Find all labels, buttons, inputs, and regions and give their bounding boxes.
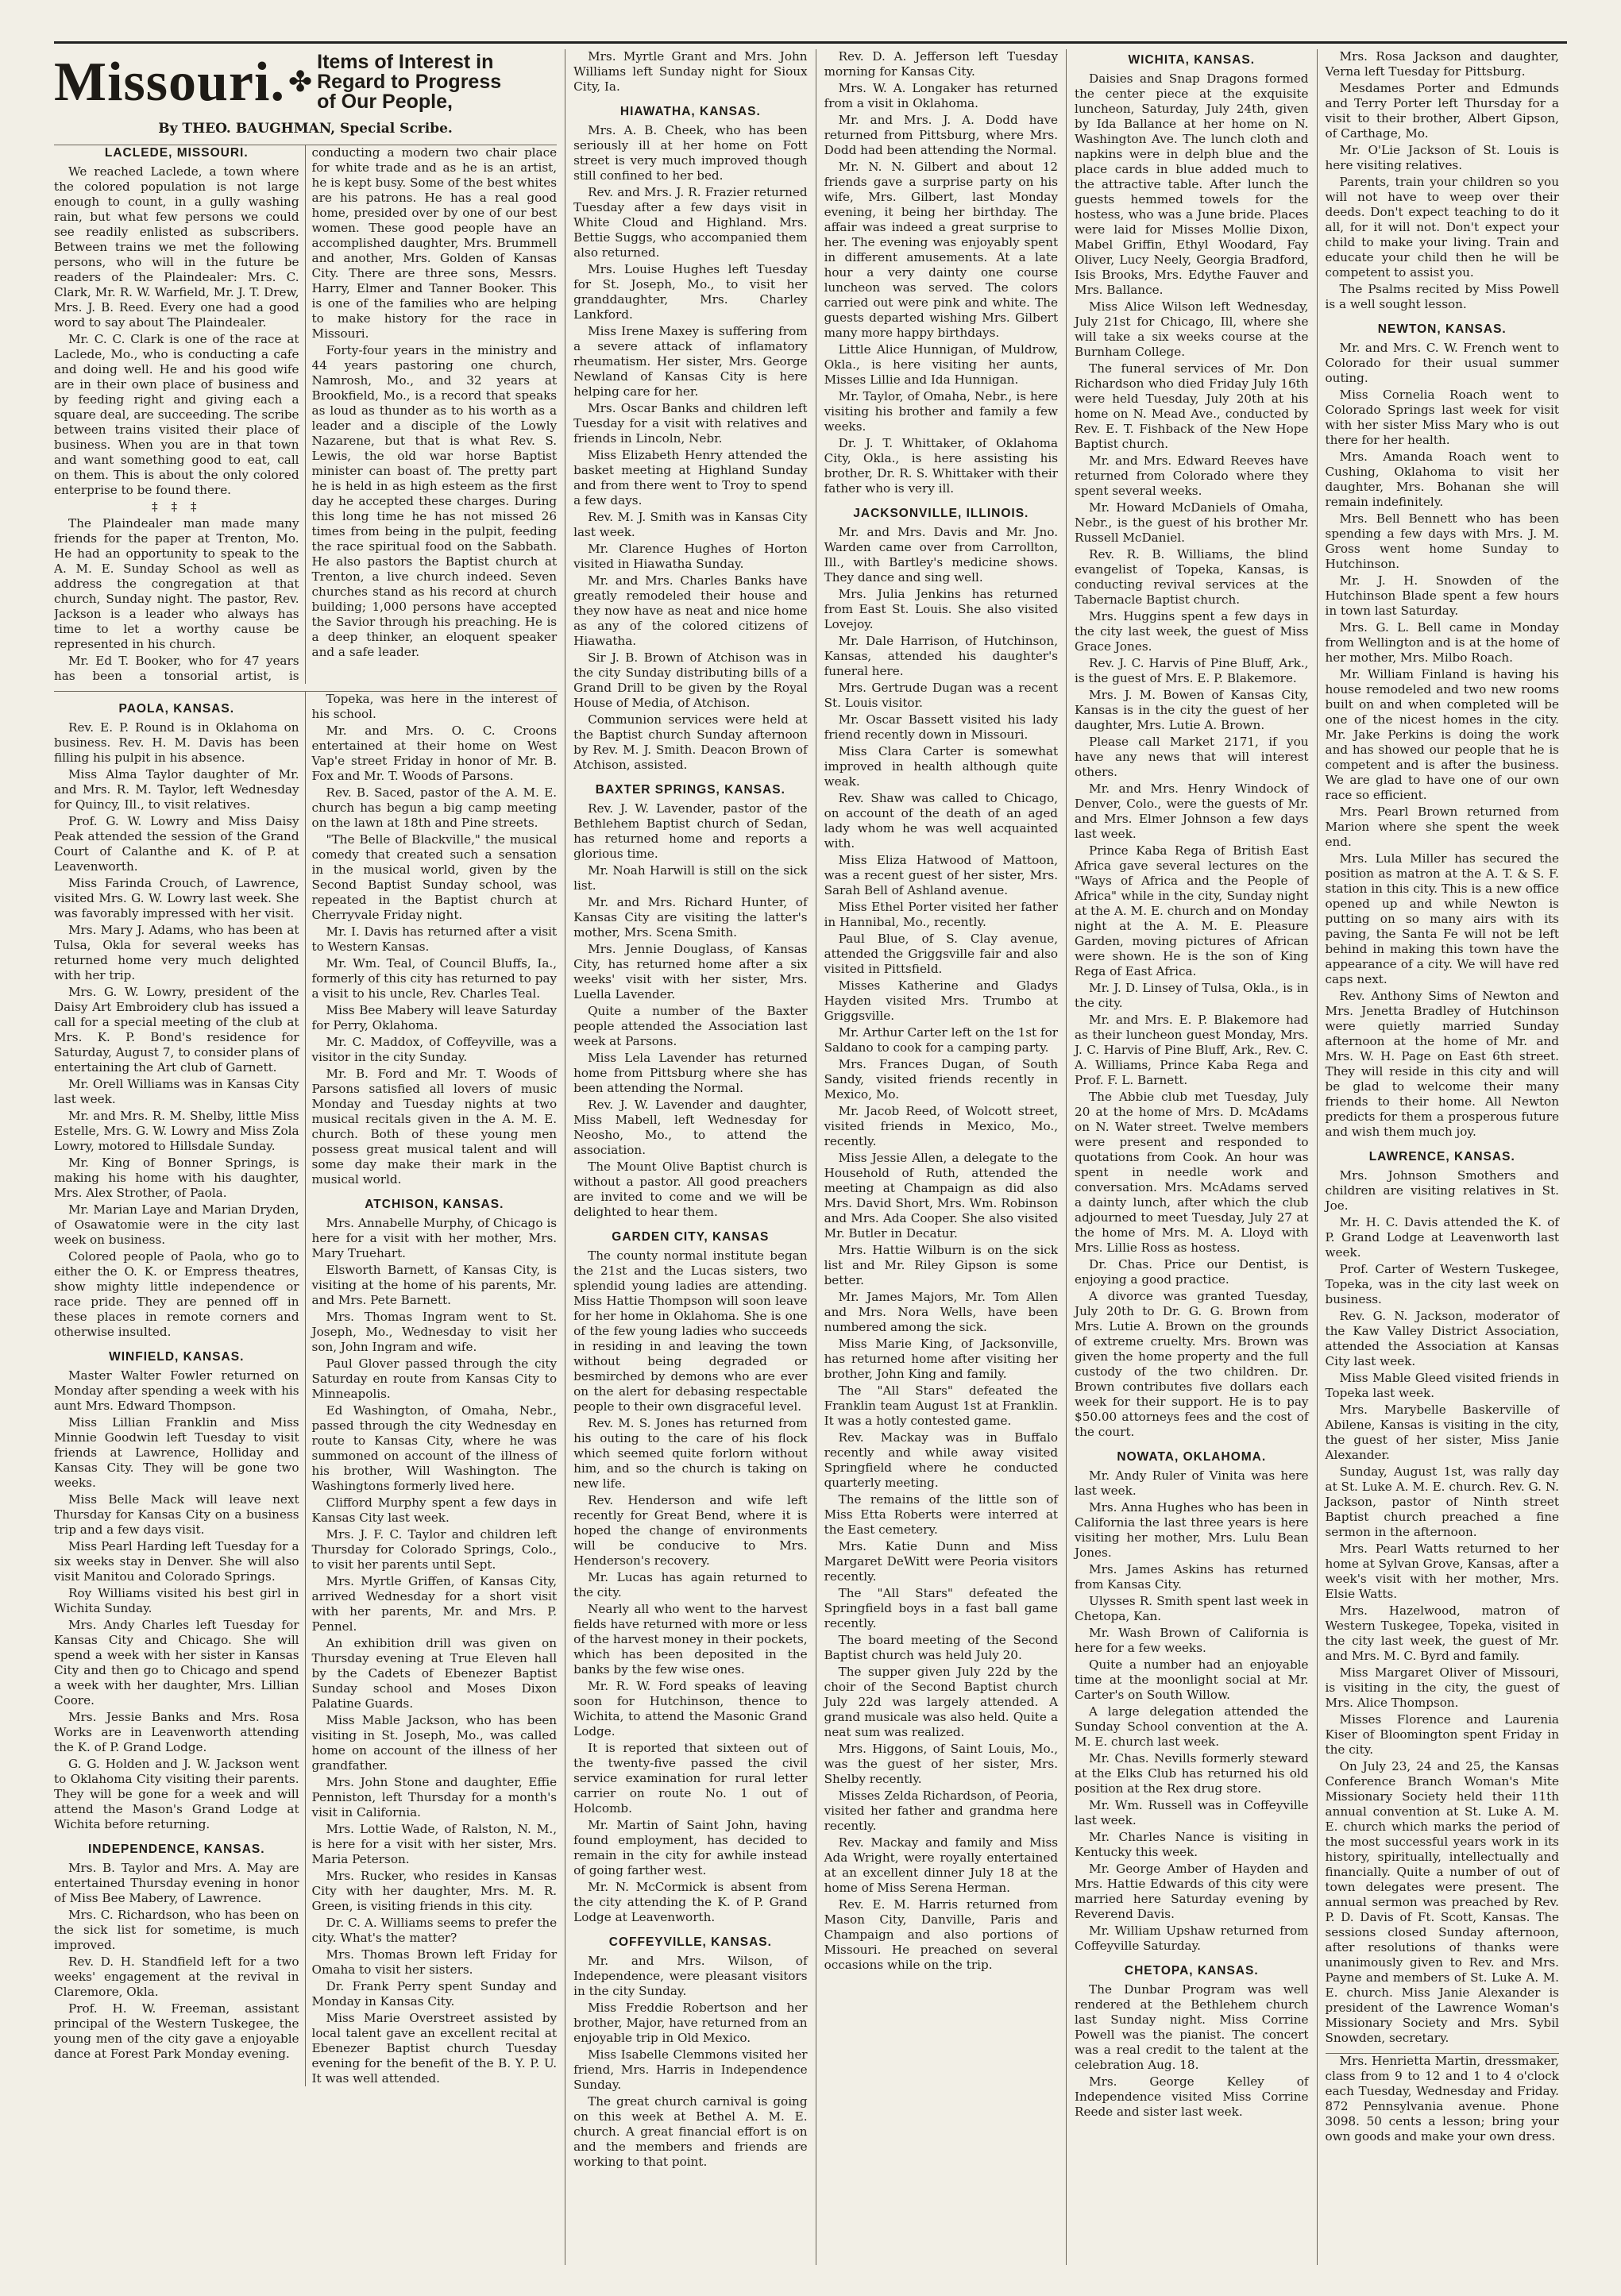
article-paragraph: Rev. D. A. Jefferson left Tuesday morning for Kansas City. — [824, 49, 1059, 79]
masthead-title: Missouri. — [54, 51, 285, 113]
article-paragraph: Mr. and Mrs. Wilson, of Independence, were pleasant visitors in the city Sunday. — [573, 1954, 808, 1998]
article-paragraph: Mr. O'Lie Jackson of St. Louis is here visiting relatives. — [1325, 143, 1559, 172]
article-paragraph: Prof. Carter of Western Tuskegee, Topeka, was in the city last week on business. — [1325, 1262, 1559, 1306]
article-paragraph: The "All Stars" defeated the Franklin team August 1st at Franklin. It was a hotly contested game. — [824, 1383, 1059, 1428]
article-paragraph: Mr. and Mrs. E. P. Blakemore had as their luncheon guest Monday, Mrs. J. C. Harvis of Pine Bluff, Ark., Rev. C. A. Williams, Prince Kaba Rega and Prof. F. L. Barnett. — [1075, 1013, 1309, 1087]
article-paragraph: Mrs. Gertrude Dugan was a recent St. Louis visitor. — [824, 681, 1059, 710]
section-heading: COFFEYVILLE, KANSAS. — [608, 1935, 772, 1949]
article-paragraph: Miss Mable Jackson, who has been visiting in St. Joseph, Mo., was called home on account of the illness of her grandfather. — [311, 1713, 558, 1773]
article-paragraph: Mr. H. C. Davis attended the K. of P. Grand Lodge at Leavenworth last week. — [1325, 1215, 1559, 1260]
article-paragraph: Rev. J. C. Harvis of Pine Bluff, Ark., is the guest of Mrs. E. P. Blakemore. — [1075, 656, 1309, 685]
article-paragraph: Miss Farinda Crouch, of Lawrence, visited Mrs. G. W. Lowry last week. She was favorably impressed with her visit. — [54, 876, 299, 920]
section-heading: LACLEDE, MISSOURI. — [104, 146, 249, 160]
article-paragraph: Miss Cornelia Roach went to Colorado Springs last week for visit with her sister Miss Mary who is out there for her health. — [1325, 388, 1559, 447]
article-paragraph: Mrs. W. A. Longaker has returned from a visit in Oklahoma. — [824, 81, 1059, 110]
article-paragraph: Misses Florence and Laurenia Kiser of Bloomington spent Friday in the city. — [1325, 1712, 1559, 1757]
article-paragraph: Mrs. Lula Miller has secured the position as matron at the A. T. & S. F. station in this city. This is a new office opened up and while Newton is putting on so many airs with its paving, the Santa Fe will not be left behind in making this town have the appearance of a city. We will have red caps next. — [1325, 851, 1559, 986]
article-paragraph: Mr. J. H. Snowden of the Hutchinson Blade spent a few hours in town last Saturday. — [1325, 573, 1559, 618]
article-paragraph: Mr. Dale Harrison, of Hutchinson, Kansas, attended his daughter's funeral here. — [824, 634, 1059, 678]
article-paragraph: Mr. Andy Ruler of Vinita was here last week. — [1075, 1468, 1309, 1498]
article-paragraph: Mr. and Mrs. R. M. Shelby, little Miss Estelle, Mrs. G. W. Lowry and Miss Zola Lowry, motored to Hillsdale Sunday. — [54, 1109, 299, 1153]
article-paragraph: Miss Ethel Porter visited her father in Hannibal, Mo., recently. — [824, 900, 1059, 929]
article-paragraph: Forty-four years in the ministry and 44 years pastoring one church, Namrosh, Mo., and 32 years at Brookfield, Mo., is a record that speaks as loud as thunder as to his worth as a leader and a disciple of the Lowly Nazarene, but that is what Rev. S. Lewis, the old war horse Baptist minister can boast of. The pretty part he is held in as high esteem as the first day he accepted these charges. During this long time he has not missed 26 times from being in the pulpit, feeding the race spiritual food on the Sabbath. He also pastors the Baptist church at Trenton, a live church indeed. Seven churches stand as his record at church building; 1,000 persons have accepted the Savior through his preaching. He is a deep thinker, an eloquent speaker and a safe leader. — [311, 343, 558, 659]
section-heading: NOWATA, OKLAHOMA. — [1117, 1450, 1267, 1464]
section-heading: JACKSONVILLE, ILLINOIS. — [853, 507, 1029, 520]
article-paragraph: Rev. Shaw was called to Chicago, on account of the death of an aged lady whom he was well acquainted with. — [824, 791, 1059, 851]
article-paragraph: Mrs. Frances Dugan, of South Sandy, visited friends recently in Mexico, Mo. — [824, 1057, 1059, 1102]
article-paragraph: The Dunbar Program was well rendered at the Bethlehem church last Sunday night. Miss Corrine Powell was the pianist. The concert was a real credit to the talent at the celebration Aug. 18. — [1075, 1982, 1309, 2072]
article-paragraph: Misses Zelda Richardson, of Peoria, visited her father and grandma here recently. — [824, 1789, 1059, 1833]
article-paragraph: On July 23, 24 and 25, the Kansas Conference Branch Woman's Mite Missionary Society held their 11th annual convention at St. Luke A. M. E. church which marks the period of the most successful years work in its history, spiritually, intellectually and financially. Quite a number of out of town delegates were present. The annual sermon was preached by Rev. P. D. Davis of Ft. Scott, Kansas. The sessions closed Sunday afternoon, after resolutions of thanks were unanimously given to Rev. and Mrs. Payne and members of St. Luke A. M. E. church. Miss Janie Alexander is president of the Lawrence Woman's Missionary Society and Mrs. Sybil Snowden, secretary. — [1325, 1759, 1559, 2045]
article-paragraph: Mr. and Mrs. Charles Banks have greatly remodeled their house and they now have as neat and nice home as any of the colored citizens of Hiawatha. — [573, 573, 808, 648]
article-paragraph: Mr. Lucas has again returned to the city. — [573, 1570, 808, 1599]
article-paragraph: Miss Freddie Robertson and her brother, Major, have returned from an enjoyable trip in Old Mexico. — [573, 2001, 808, 2045]
article-paragraph: Mr. King of Bonner Springs, is making his home with his daughter, Mrs. Alex Strother, of Paola. — [54, 1156, 299, 1200]
article-paragraph: Prof. G. W. Lowry and Miss Daisy Peak attended the session of the Grand Court of Calanthe and K. of P. at Leavenworth. — [54, 814, 299, 874]
article-paragraph: G. G. Holden and J. W. Jackson went to Oklahoma City visiting their parents. They will be gone for a week and will attend the Mason's Grand Lodge at Wichita before returning. — [54, 1757, 299, 1831]
section-heading: INDEPENDENCE, KANSAS. — [88, 1843, 265, 1856]
article-paragraph: Miss Isabelle Clemmons visited her friend, Mrs. Harris in Independence Sunday. — [573, 2047, 808, 2092]
article-paragraph: Mrs. G. L. Bell came in Monday from Wellington and is at the home of her mother, Mrs. Milbo Roach. — [1325, 620, 1559, 665]
section-heading: BAXTER SPRINGS, KANSAS. — [595, 783, 785, 797]
article-paragraph: Mr. Wash Brown of California is here for a few weeks. — [1075, 1626, 1309, 1655]
article-paragraph: Master Walter Fowler returned on Monday after spending a week with his aunt Mrs. Edward Thompson. — [54, 1368, 299, 1413]
article-paragraph: Mrs. Amanda Roach went to Cushing, Oklahoma to visit her daughter, Mrs. Bohanan she will remain indefinitely. — [1325, 450, 1559, 509]
article-paragraph: Rev. R. B. Williams, the blind evangelist of Topeka, Kansas, is conducting revival services at the Tabernacle Baptist church. — [1075, 547, 1309, 607]
article-paragraph: Miss Marie King, of Jacksonville, has returned home after visiting her brother, John King and family. — [824, 1337, 1059, 1381]
article-paragraph: Dr. Frank Perry spent Sunday and Monday in Kansas City. — [311, 1979, 558, 2009]
article-paragraph: Miss Eliza Hatwood of Mattoon, was a recent guest of her sister, Mrs. Sarah Bell of Ashland avenue. — [824, 853, 1059, 897]
section-heading: GARDEN CITY, KANSAS — [612, 1230, 770, 1244]
article-paragraph: Roy Williams visited his best girl in Wichita Sunday. — [54, 1586, 299, 1615]
article-paragraph: Miss Mable Gleed visited friends in Topeka last week. — [1325, 1371, 1559, 1400]
byline: By THEO. BAUGHMAN, Special Scribe. — [158, 121, 453, 137]
article-paragraph: Prof. H. W. Freeman, assistant principal of the Western Tuskegee, the young men of the city gave a enjoyable dance at Forest Park Monday evening. — [54, 2001, 299, 2061]
article-paragraph: Topeka, was here in the interest of his school. — [311, 692, 558, 721]
article-paragraph: Daisies and Snap Dragons formed the center piece at the exquisite luncheon, Saturday, July 24th, given by Ida Ballance at her home on N. Washington Ave. The lunch cloth and napkins were in delph blue and the place cards in blue added much to the attractive table. After lunch the guests hemmed towels for the hostess, who was a June bride. Places were laid for Misses Mollie Dixon, Mabel Griffin, Ethyl Woodard, Fay Oliver, Lucy Neely, Georgia Bradford, Isis Brooks, Mrs. Edythe Fauver and Mrs. Ballance. — [1075, 71, 1309, 297]
article-paragraph: Mr. and Mrs. C. W. French went to Colorado for their usual summer outing. — [1325, 341, 1559, 385]
article-paragraph: "The Belle of Blackville," the musical comedy that created such a sensation in the musical world, given by the Second Baptist Sunday school, was repeated in the Baptist church at Cherryvale Friday night. — [311, 832, 558, 922]
article-paragraph: Mr. Clarence Hughes of Horton visited in Hiawatha Sunday. — [573, 542, 808, 571]
article-paragraph: Rev. Mackay was in Buffalo recently and while away visited Springfield where he conducted quarterly meeting. — [824, 1430, 1059, 1490]
article-paragraph: Elsworth Barnett, of Kansas City, is visiting at the home of his parents, Mr. and Mrs. Pete Barnett. — [311, 1263, 558, 1307]
article-paragraph: Sir J. B. Brown of Atchison was in the city Sunday distributing bills of a Grand Drill to be given by the Royal House of Media, of Atchison. — [573, 650, 808, 710]
article-paragraph: Mrs. Thomas Brown left Friday for Omaha to visit her sisters. — [311, 1947, 558, 1977]
article-paragraph: Miss Bee Mabery will leave Saturday for Perry, Oklahoma. — [311, 1003, 558, 1032]
article-paragraph: Miss Belle Mack will leave next Thursday for Kansas City on a business trip and a few days visit. — [54, 1492, 299, 1537]
article-paragraph: Quite a number of the Baxter people attended the Association last week at Parsons. — [573, 1004, 808, 1048]
article-paragraph: We reached Laclede, a town where the colored population is not large enough to count, in a gully washing rain, but what few persons we could see readily enlisted as subscribers. Between trains we met the following persons, who will in the future be readers of the Plaindealer: Mrs. C. Clark, Mr. R. W. Warfield, Mr. J. T. Drew, Mrs. J. B. Reed. Every one had a good word to say about The Plaindealer. — [54, 164, 299, 330]
article-paragraph: Mrs. Jessie Banks and Mrs. Rosa Works are in Leavenworth attending the K. of P. Grand Lodge. — [54, 1710, 299, 1754]
article-paragraph: Mr. James Majors, Mr. Tom Allen and Mrs. Nora Wells, have been numbered among the sick. — [824, 1290, 1059, 1334]
top-rule — [54, 41, 1567, 44]
article-paragraph: Mrs. Henrietta Martin, dressmaker, class from 9 to 12 and 1 to 4 o'clock each Tuesday, Wednesday and Friday. 872 Pennsylvania avenue. Phone 3098. 50 cents a lesson; bring your own goods and make your own dress. — [1325, 2054, 1559, 2144]
article-paragraph: Miss Irene Maxey is suffering from a severe attack of inflamatory rheumatism. Her sister, Mrs. George Newland of Kansas City is here helping care for her. — [573, 324, 808, 399]
article-paragraph: A divorce was granted Tuesday, July 20th to Dr. G. G. Brown from Mrs. Lutie A. Brown on the grounds of extreme cruelty. Mrs. Brown was given the home property and the full custody of the two children. Dr. Brown contributes five dollars each week for their support. He is to pay $50.00 attorneys fees and the cost of the court. — [1075, 1289, 1309, 1439]
article-paragraph: Mr. Oscar Bassett visited his lady friend recently down in Missouri. — [824, 712, 1059, 742]
newspaper-page — [54, 41, 1567, 2265]
section-heading: HIAWATHA, KANSAS. — [619, 105, 761, 118]
article-paragraph: Mrs. Bell Bennett who has been spending a few days with Mrs. J. M. Gross went home Sunday to Hutchinson. — [1325, 511, 1559, 571]
article-paragraph: Rev. M. J. Smith was in Kansas City last week. — [573, 510, 808, 539]
article-paragraph: Mrs. J. F. C. Taylor and children left Thursday for Colorado Springs, Colo., to visit her parents until Sept. — [311, 1527, 558, 1572]
article-two-column — [54, 692, 557, 2086]
article-paragraph: Dr. C. A. Williams seems to prefer the city. What's the matter? — [311, 1916, 558, 1945]
column-5 — [1066, 49, 1316, 2265]
article-paragraph: The Psalms recited by Miss Powell is a well sought lesson. — [1325, 282, 1559, 311]
article-paragraph: Mrs. J. M. Bowen of Kansas City, Kansas is in the city the guest of her daughter, Mrs. Lutie A. Brown. — [1075, 688, 1309, 732]
column-3 — [565, 49, 815, 2265]
article-paragraph: Little Alice Hunnigan, of Muldrow, Okla., is here visiting her aunts, Misses Lillie and Ida Hunnigan. — [824, 342, 1059, 387]
article-paragraph: Miss Alma Taylor daughter of Mr. and Mrs. R. M. Taylor, left Wednesday for Quincy, Ill., to visit relatives. — [54, 767, 299, 812]
section-heading: LAWRENCE, KANSAS. — [1368, 1150, 1515, 1163]
article-paragraph: Mr. and Mrs. J. A. Dodd have returned from Pittsburg, where Mrs. Dodd had been attending the Normal. — [824, 113, 1059, 157]
column-1-2 — [54, 49, 565, 2265]
section-heading: NEWTON, KANSAS. — [1377, 322, 1507, 336]
article-paragraph: Mr. C. C. Clark is one of the race at Laclede, Mo., who is conducting a cafe and doing well. He and his good wife are in their own place of business and by feeding right and giving each a square deal, are succeeding. The scribe between trains visited their place of business. When you are in that town and want something good to eat, call on them. This is about the only colored enterprise to be found there. — [54, 332, 299, 497]
article-paragraph: Rev. B. Saced, pastor of the A. M. E. church has begun a big camp meeting on the lawn at 18th and Pine streets. — [311, 785, 558, 830]
article-paragraph: Mrs. Annabelle Murphy, of Chicago is here for a visit with her mother, Mrs. Mary Truehart. — [311, 1216, 558, 1260]
article-paragraph: Rev. G. N. Jackson, moderator of the Kaw Valley District Association, attended the Association at Kansas City last week. — [1325, 1309, 1559, 1368]
article-paragraph: Clifford Murphy spent a few days in Kansas City last week. — [311, 1495, 558, 1525]
article-paragraph: Misses Katherine and Gladys Hayden visited Mrs. Trumbo at Griggsville. — [824, 978, 1059, 1023]
article-paragraph: The board meeting of the Second Baptist church was held July 20. — [824, 1633, 1059, 1662]
article-paragraph: Communion services were held at the Baptist church Sunday afternoon by Rev. M. J. Smith. Deacon Brown of Atchison, assisted. — [573, 712, 808, 772]
article-paragraph: Rev. E. M. Harris returned from Mason City, Danville, Paris and Champaign and also portions of Missouri. He preached on several occasions while on the trip. — [824, 1897, 1059, 1972]
article-paragraph: Mrs. B. Taylor and Mrs. A. May are entertained Thursday evening in honor of Miss Bee Mabery, of Lawrence. — [54, 1861, 299, 1905]
article-paragraph: Mrs. Pearl Watts returned to her home at Sylvan Grove, Kansas, after a week's visit with her mother, Mrs. Elsie Watts. — [1325, 1542, 1559, 1601]
article-paragraph: The "All Stars" defeated the Springfield boys in a fast ball game recently. — [824, 1586, 1059, 1630]
masthead-subtitle-line: Items of Interest in — [317, 51, 494, 73]
article-paragraph: Miss Jessie Allen, a delegate to the Household of Ruth, attended the meeting at Champaign as did also Mrs. David Short, Mrs. Wm. Robinson and Mrs. Ada Cooper. She also visited Mr. Butler in Decatur. — [824, 1151, 1059, 1241]
article-paragraph: Ulysses R. Smith spent last week in Chetopa, Kan. — [1075, 1594, 1309, 1623]
article-paragraph: The Abbie club met Tuesday, July 20 at the home of Mrs. D. McAdams on N. Water street. Twelve members were present and responded to quotations from Cook. An hour was spent in needle work and conversation. Mrs. McAdams served a dainty lunch, after which the club adjourned to meet Tuesday, July 27 at the home of Mrs. M. A. Lloyd with Mrs. Lillie Ross as hostess. — [1075, 1090, 1309, 1255]
article-paragraph: Mrs. Marybelle Baskerville of Abilene, Kansas is visiting in the city, the guest of her sister, Miss Janie Alexander. — [1325, 1403, 1559, 1462]
article-paragraph: Mrs. Mary J. Adams, who has been at Tulsa, Okla for several weeks has returned home very much delighted with her trip. — [54, 923, 299, 982]
article-paragraph: Miss Pearl Harding left Tuesday for a six weeks stay in Denver. She will also visit Manitou and Colorado Springs. — [54, 1539, 299, 1584]
article-paragraph: Colored people of Paola, who go to either the O. K. or Empress theatres, show mighty little independence or race pride. They are penned off in these places in remote corners and otherwise insulted. — [54, 1249, 299, 1339]
article-paragraph: Rev. Mackay and family and Miss Ada Wright, were royally entertained at an excellent dinner July 18 at the home of Miss Serena Herman. — [824, 1835, 1059, 1895]
article-paragraph: Mr. Charles Nance is visiting in Kentucky this week. — [1075, 1830, 1309, 1859]
article-paragraph: Rev. J. W. Lavender, pastor of the Bethlehem Baptist church of Sedan, has returned home and reports a glorious time. — [573, 801, 808, 861]
article-paragraph: Mrs. Huggins spent a few days in the city last week, the guest of Miss Grace Jones. — [1075, 609, 1309, 654]
article-paragraph: Mr. and Mrs. O. C. Croons entertained at their home on West Vap'e street Friday in honor of Mr. B. Fox and Mr. T. Woods of Parsons. — [311, 724, 558, 783]
article-paragraph: Mr. Arthur Carter left on the 1st for Saldano to cook for a camping party. — [824, 1025, 1059, 1055]
article-paragraph: Mr. George Amber of Hayden and Mrs. Hattie Edwards of this city were married here Saturday evening by Reverend Davis. — [1075, 1862, 1309, 1921]
column-6 — [1317, 49, 1567, 2265]
article-paragraph: Mrs. Myrtle Grant and Mrs. John Williams left Sunday night for Sioux City, Ia. — [573, 49, 808, 94]
article-paragraph: Mrs. Lottie Wade, of Ralston, N. M., is here for a visit with her sister, Mrs. Maria Peterson. — [311, 1822, 558, 1866]
section-heading: CHETOPA, KANSAS. — [1124, 1964, 1259, 1978]
masthead — [54, 52, 557, 112]
article-paragraph: Mrs. C. Richardson, who has been on the sick list for sometime, is much improved. — [54, 1908, 299, 1952]
article-paragraph: Sunday, August 1st, was rally day at St. Luke A. M. E. church. Rev. G. N. Jackson, pastor of Ninth street Baptist church preached a fine sermon in the afternoon. — [1325, 1464, 1559, 1539]
masthead-subtitle-line: Regard to Progress — [317, 71, 502, 93]
article-paragraph: Mrs. James Askins has returned from Kansas City. — [1075, 1562, 1309, 1592]
article-paragraph: Miss Clara Carter is somewhat improved in health although quite weak. — [824, 744, 1059, 789]
article-paragraph: Miss Alice Wilson left Wednesday, July 21st for Chicago, Ill, where she will take a six weeks course at the Burnham College. — [1075, 299, 1309, 359]
article-paragraph: Dr. Chas. Price our Dentist, is enjoying a good practice. — [1075, 1257, 1309, 1287]
article-paragraph: Mrs. Higgons, of Saint Louis, Mo., was the guest of her sister, Mrs. Shelby recently. — [824, 1742, 1059, 1786]
article-paragraph: Rev. D. H. Standfield left for a two weeks' engagement at the revival in Claremore, Okla. — [54, 1954, 299, 1999]
article-paragraph: Miss Margaret Oliver of Missouri, is visiting in the city, the guest of Mrs. Alice Thompson. — [1325, 1665, 1559, 1710]
article-paragraph: Parents, train your children so you will not have to weep over their deeds. Don't expect teaching to do it all, for it will not. Don't expect your child to make your living. Train and educate your child then he will be competent to assist you. — [1325, 175, 1559, 280]
section-heading: WINFIELD, KANSAS. — [109, 1350, 245, 1364]
article-paragraph: Paul Glover passed through the city Saturday en route from Kansas City to Minneapolis. — [311, 1356, 558, 1401]
article-paragraph: Mrs. John Stone and daughter, Effie Penniston, left Thursday for a month's visit in California. — [311, 1775, 558, 1819]
article-paragraph: Mrs. Jennie Douglass, of Kansas City, has returned home after a six weeks' visit with her sister, Mrs. Luella Lavender. — [573, 942, 808, 1001]
article-paragraph: Mr. Marian Laye and Marian Dryden, of Osawatomie were in the city last week on business. — [54, 1202, 299, 1247]
article-paragraph: Mrs. George Kelley of Independence visited Miss Corrine Reede and sister last week. — [1075, 2074, 1309, 2119]
article-paragraph: Mr. C. Maddox, of Coffeyville, was a visitor in the city Sunday. — [311, 1035, 558, 1064]
article-paragraph: Mr. I. Davis has returned after a visit to Western Kansas. — [311, 924, 558, 954]
article-paragraph: Mr. Wm. Teal, of Council Bluffs, Ia., formerly of this city has returned to pay a visit to his uncle, Rev. Charles Teal. — [311, 956, 558, 1001]
article-paragraph: Mrs. Katie Dunn and Miss Margaret DeWitt were Peoria visitors recently. — [824, 1539, 1059, 1584]
article-paragraph: Mrs. Oscar Banks and children left Tuesday for a visit with relatives and friends in Lincoln, Nebr. — [573, 401, 808, 446]
article-paragraph: Mr. Taylor, of Omaha, Nebr., is here visiting his brother and family a few weeks. — [824, 389, 1059, 434]
article-paragraph: Rev. and Mrs. J. R. Frazier returned Tuesday after a few days visit in White Cloud and Highland. Mrs. Bettie Suggs, who accompanied them also returned. — [573, 185, 808, 260]
article-paragraph: Mr. and Mrs. Richard Hunter, of Kansas City are visiting the latter's mother, Mrs. Scena Smith. — [573, 895, 808, 940]
article-paragraph: Mr. Martin of Saint John, having found employment, has decided to remain in the city for awhile instead of going farther west. — [573, 1818, 808, 1877]
article-paragraph: Dr. J. T. Whittaker, of Oklahoma City, Okla., is here assisting his brother, Dr. R. S. Whittaker with their father who is very ill. — [824, 436, 1059, 496]
article-paragraph: Mr. N. McCormick is absent from the city attending the K. of P. Grand Lodge at Leavenworth. — [573, 1880, 808, 1924]
article-paragraph: The funeral services of Mr. Don Richardson who died Friday July 16th were held Tuesday, July 20th at his home on N. Mead Ave., conducted by Rev. E. T. Fishback of the New Hope Baptist church. — [1075, 361, 1309, 451]
article-paragraph: Miss Marie Overstreet assisted by local talent gave an excellent recital at Ebenezer Baptist church Tuesday evening for the benefit of the B. Y. P. U. It was well attended. — [311, 2011, 558, 2086]
article-paragraph: Mr. William Finland is having his house remodeled and two new rooms built on and when completed will be one of the nicest homes in the city. Mr. Jake Perkins is doing the work and has showed our people that he is competent and is after the business. We are glad to have one of our own race so efficient. — [1325, 667, 1559, 802]
article-paragraph: Rev. Anthony Sims of Newton and Mrs. Jenetta Bradley of Hutchinson were quietly married Sunday afternoon at the home of Mr. and Mrs. W. H. Page on East 6th street. They will reside in this city and will be glad to welcome their many friends to their home. All Newton predicts for them a prosperous future and wish them much joy. — [1325, 989, 1559, 1139]
article-paragraph: Mr. Ed T. Booker, who for 47 years has been a tonsorial artist, is conducting a modern two chair place for white trade and as he is an artist, he is kept busy. Some of the best whites are his patrons. He has a real good home, presided over by one of our best women. These good people have an accomplished daughter, Mrs. Brummell and another, Mrs. Golden of Kansas City. There are three sons, Messrs. Harry, Elmer and Tanner Booker. This is one of the families who are helping to make history for the race in Missouri. — [54, 145, 558, 683]
article-paragraph: Mr. Orell Williams was in Kansas City last week. — [54, 1077, 299, 1106]
page-columns — [54, 49, 1567, 2265]
article-paragraph: Mrs. Rucker, who resides in Kansas City with her daughter, Mrs. M. R. Green, is visiting friends in this city. — [311, 1869, 558, 1913]
article-paragraph: Quite a number had an enjoyable time at the moonlight social at Mr. Carter's on South Willow. — [1075, 1657, 1309, 1702]
article-paragraph: Rev. Henderson and wife left recently for Great Bend, where it is hoped the change of environments will be conducive to Mrs. Henderson's recovery. — [573, 1493, 808, 1568]
article-paragraph: Mrs. Hazelwood, matron of Western Tuskegee, Topeka, visited in the city last week, the guest of Mr. and Mrs. M. C. Byrd and family. — [1325, 1603, 1559, 1663]
article-paragraph: Mrs. A. B. Cheek, who has been seriously ill at her home on Fott street is very much improved though still confined to her bed. — [573, 123, 808, 183]
article-paragraph: It is reported that sixteen out of the twenty-five passed the civil service examination for rural letter carrier on route No. 1 out of Holcomb. — [573, 1741, 808, 1816]
section-heading: ATCHISON, KANSAS. — [365, 1198, 504, 1211]
article-paragraph: Mr. and Mrs. Henry Windock of Denver, Colo., were the guests of Mr. and Mrs. Elmer Johnson a few days last week. — [1075, 781, 1309, 841]
article-paragraph: Mrs. Myrtle Griffen, of Kansas City, arrived Wednesday for a short visit with her parents, Mr. and Mrs. P. Pennel. — [311, 1574, 558, 1634]
article-paragraph: Mr. William Upshaw returned from Coffeyville Saturday. — [1075, 1924, 1309, 1953]
masthead-subtitle-line: of Our People, — [317, 91, 453, 113]
leaf-ornament-icon: ✤ — [288, 66, 313, 98]
article-paragraph: Please call Market 2171, if you have any news that will interest others. — [1075, 735, 1309, 779]
article-paragraph: Miss Elizabeth Henry attended the basket meeting at Highland Sunday and from there went to Troy to spend a few days. — [573, 448, 808, 507]
article-paragraph: Mrs. Louise Hughes left Tuesday for St. Joseph, Mo., to visit her granddaughter, Mrs. Charley Lankford. — [573, 262, 808, 322]
article-paragraph: Mr. Jacob Reed, of Wolcott street, visited friends in Mexico, Mo., recently. — [824, 1104, 1059, 1148]
article-paragraph: The great church carnival is going on this week at Bethel A. M. E. church. A great financial effort is on and the members and friends are working to that point. — [573, 2094, 808, 2169]
article-paragraph: The county normal institute began the 21st and the Lucas sisters, two splendid young ladies are attending. Miss Hattie Thompson will soon leave for her home in Oklahoma. She is one of the few young ladies who succeeds in residing in and leaving the town without being degraded or besmirched by demons who are ever on the alert for debasing respectable people to their own disgraceful level. — [573, 1248, 808, 1414]
article-paragraph: Mr. Chas. Nevills formerly steward at the Elks Club has returned his old position at the Rex drug store. — [1075, 1751, 1309, 1796]
article-paragraph: Mrs. Johnson Smothers and children are visiting relatives in St. Joe. — [1325, 1168, 1559, 1213]
section-heading: WICHITA, KANSAS. — [1128, 53, 1256, 67]
article-paragraph: An exhibition drill was given on Thursday evening at True Eleven hall by the Cadets of Ebenezer Baptist Sunday school and Moses Dixon Palatine Guards. — [311, 1636, 558, 1711]
article-paragraph: Mesdames Porter and Edmunds and Terry Porter left Thursday for a visit to their brother, Albert Gipson, of Carthage, Mo. — [1325, 81, 1559, 141]
article-paragraph: Mr. B. Ford and Mr. T. Woods of Parsons satisfied all lovers of music Monday and Tuesday nights at two musical recitals given in the A. M. E. church. Both of these young men possess great musical talent and will some day make their mark in the musical world. — [311, 1067, 558, 1187]
article-paragraph: Mrs. G. W. Lowry, president of the Daisy Art Embroidery club has issued a call for a special meeting of the club at Mrs. K. P. Bond's residence for Saturday, August 7, to consider plans of entertaining the Art club of Garnett. — [54, 985, 299, 1075]
article-paragraph: Paul Blue, of S. Clay avenue, attended the Griggsville fair and also visited in Pittsfield. — [824, 932, 1059, 976]
article-paragraph: Mrs. Rosa Jackson and daughter, Verna left Tuesday for Pittsburg. — [1325, 49, 1559, 79]
article-paragraph: Rev. J. W. Lavender and daughter, Miss Mabell, left Wednesday for Neosho, Mo., to attend the association. — [573, 1098, 808, 1157]
article-paragraph: Mrs. Hattie Wilburn is on the sick list and Mr. Riley Gipson is some better. — [824, 1243, 1059, 1287]
article-paragraph: Mr. and Mrs. Davis and Mr. Jno. Warden came over from Carrollton, Ill., with Bartley's medicine shows. They dance and sing well. — [824, 525, 1059, 585]
article-paragraph: Mrs. Pearl Brown returned from Marion where she spent the week end. — [1325, 805, 1559, 849]
article-paragraph: The Mount Olive Baptist church is without a pastor. All good preachers are invited to come and we will be delighted to hear them. — [573, 1160, 808, 1219]
article-paragraph: Miss Lela Lavender has returned home from Pittsburg where she has been attending the Normal. — [573, 1051, 808, 1095]
article-paragraph: Mrs. Julia Jenkins has returned from East St. Louis. She also visited Lovejoy. — [824, 587, 1059, 631]
article-paragraph: Mr. R. W. Ford speaks of leaving soon for Hutchinson, thence to Wichita, to attend the Masonic Grand Lodge. — [573, 1679, 808, 1738]
article-paragraph: Mr. J. D. Linsey of Tulsa, Okla., is in the city. — [1075, 981, 1309, 1010]
article-paragraph: Miss Lillian Franklin and Miss Minnie Goodwin left Tuesday to visit friends at Lawrence, Holliday and Kansas City. They will be gone two weeks. — [54, 1415, 299, 1490]
article-paragraph: Nearly all who went to the harvest fields have returned with more or less of the harvest money in their pockets, which has been deposited in the banks by the few wise ones. — [573, 1602, 808, 1677]
article-paragraph: Mr. N. N. Gilbert and about 12 friends gave a surprise party on his wife, Mrs. Gilbert, last Monday evening, it being her birthday. The affair was indeed a great surprise to her. The evening was enjoyably spent in different amusements. At a late hour a very dainty one course luncheon was served. The colors carried out were pink and white. The guests departed wishing Mrs. Gilbert many more happy birthdays. — [824, 160, 1059, 340]
article-paragraph: The supper given July 22d by the choir of the Second Baptist church July 22d was largely attended. A grand musicale was also held. Quite a neat sum was realized. — [824, 1665, 1059, 1739]
article-paragraph: Mr. Howard McDaniels of Omaha, Nebr., is the guest of his brother Mr. Russell McDaniel. — [1075, 500, 1309, 545]
stars-ornament: ‡ ‡ ‡ — [152, 500, 202, 514]
article-paragraph: The remains of the little son of Miss Etta Roberts were interred at the East cemetery. — [824, 1492, 1059, 1537]
article-paragraph: Ed Washington, of Omaha, Nebr., passed through the city Wednesday en route to Kansas City, where he was summoned on account of the illness of his brother, Will Washington. The Washingtons formerly lived here. — [311, 1403, 558, 1493]
column-4 — [816, 49, 1066, 2265]
article-paragraph: Rev. E. P. Round is in Oklahoma on business. Rev. H. M. Davis has been filling his pulpit in his absence. — [54, 720, 299, 765]
section-heading: PAOLA, KANSAS. — [118, 702, 235, 716]
article-two-column — [54, 145, 557, 684]
article-paragraph: Mr. and Mrs. Edward Reeves have returned from Colorado where they spent several weeks. — [1075, 453, 1309, 498]
article-paragraph: The Plaindealer man made many friends for the paper at Trenton, Mo. He had an opportunity to speak to the A. M. E. Sunday School as well as address the congregation at that church, Sunday night. The pastor, Rev. Jackson is a leader who always has time to let a worthy cause be represented in his church. — [54, 516, 299, 651]
article-paragraph: Prince Kaba Rega of British East Africa gave several lectures on the "Ways of Africa and the People of Africa" while in the city, Sunday night at the A. M. E. church and on Monday night at the A. M. E. Pleasure Garden, moving pictures of African were shown. He is the son of King Rega of East Africa. — [1075, 843, 1309, 978]
article-paragraph: Mrs. Andy Charles left Tuesday for Kansas City and Chicago. She will spend a week with her sister in Kansas City and then go to Chicago and spend a week with her daughter, Mrs. Lillian Coore. — [54, 1618, 299, 1708]
article-paragraph: A large delegation attended the Sunday School convention at the A. M. E. church last week. — [1075, 1704, 1309, 1749]
article-paragraph: Mrs. Thomas Ingram went to St. Joseph, Mo., Wednesday to visit her son, John Ingram and wife. — [311, 1310, 558, 1354]
article-paragraph: Rev. M. S. Jones has returned from his outing to the care of his flock which seemed quite forlorn without him, and so the church is taking on new life. — [573, 1416, 808, 1491]
article-paragraph: Mr. Noah Harwill is still on the sick list. — [573, 863, 808, 893]
masthead-subtitle — [317, 52, 501, 112]
article-paragraph: Mr. Wm. Russell was in Coffeyville last week. — [1075, 1798, 1309, 1827]
article-paragraph: Mrs. Anna Hughes who has been in California the last three years is here visiting her mother, Mrs. Lulu Bean Jones. — [1075, 1500, 1309, 1560]
